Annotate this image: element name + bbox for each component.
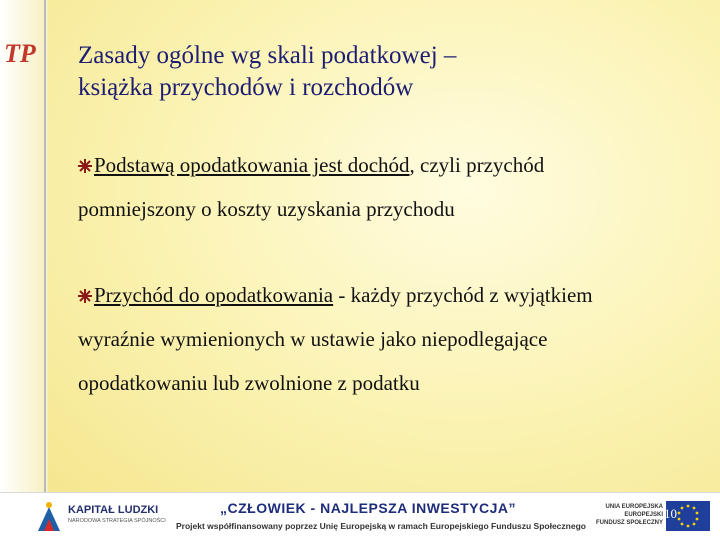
bullet-2-line-3: opodatkowaniu lub zwolnione z podatku bbox=[78, 371, 420, 395]
bullet-point-2 bbox=[78, 282, 698, 396]
footer-slogan: „CZŁOWIEK - NAJLEPSZA INWESTYCJA” bbox=[220, 500, 516, 516]
title-line-1: Zasady ogólne wg skali podatkowej – bbox=[78, 42, 457, 69]
tp-logo-icon bbox=[2, 38, 46, 68]
bullet-2-key-term: Przychód do opodatkowania bbox=[94, 283, 334, 307]
eu-label-line-1: UNIA EUROPEJSKA bbox=[605, 504, 664, 510]
bullet-2-text: - każdy przychód z wyjątkiem bbox=[333, 283, 593, 307]
kapital-ludzki-title: KAPITAŁ LUDZKI bbox=[68, 504, 159, 516]
title-line-2: książka przychodów i rozchodów bbox=[78, 74, 414, 101]
footer-banner bbox=[0, 492, 720, 541]
kapital-ludzki-logo-icon bbox=[34, 499, 64, 535]
bullet-1-line-2: pomniejszony o koszty uzyskania przychodu bbox=[78, 197, 455, 221]
slide-title bbox=[78, 40, 678, 104]
bullet-2-line-2: wyraźnie wymienionych w ustawie jako niepodlegające bbox=[78, 327, 548, 351]
kapital-ludzki-subtitle: NARODOWA STRATEGIA SPÓJNOŚCI bbox=[68, 518, 166, 524]
bullet-marker-icon bbox=[78, 289, 92, 303]
slide-number: 10 bbox=[664, 506, 677, 521]
left-band-divider bbox=[44, 0, 46, 500]
svg-text:TP: TP bbox=[4, 39, 36, 68]
footer-project-text: Projekt współfinansowany poprzez Unię Europejską w ramach Europejskiego Funduszu Społecznego bbox=[176, 521, 586, 531]
left-decorative-band bbox=[0, 0, 48, 540]
bullet-point-1 bbox=[78, 152, 698, 222]
bullet-1-key-term: Podstawą opodatkowania jest dochód bbox=[94, 153, 410, 177]
eu-label bbox=[596, 503, 663, 527]
eu-label-line-2: EUROPEJSKI bbox=[624, 512, 664, 518]
eu-label-line-3: FUNDUSZ SPOŁECZNY bbox=[596, 520, 664, 526]
bullet-1-text: , czyli przychód bbox=[409, 153, 545, 177]
bullet-marker-icon bbox=[78, 159, 92, 173]
